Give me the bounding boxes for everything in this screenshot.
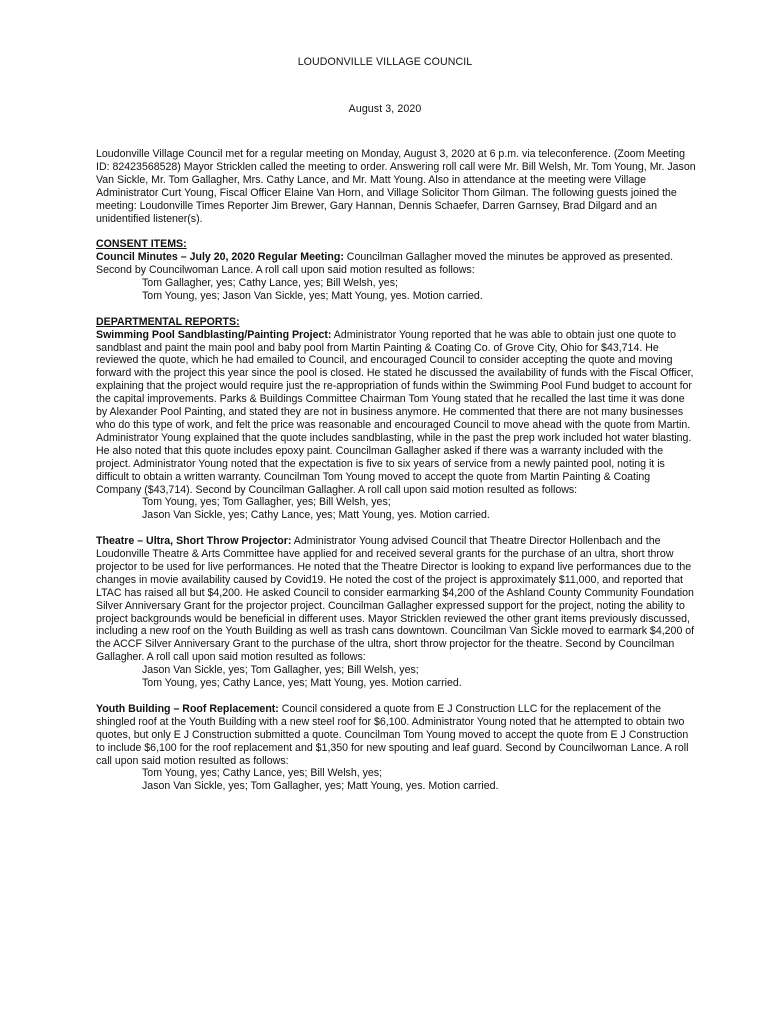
consent-item-text: Councilman Gallagher moved the minutes be approved as presented. Second by Councilwoman Lance. A roll call upon said motion resulted as follows:	[96, 251, 674, 277]
theatre-roll-line-2: Tom Young, yes; Cathy Lance, yes; Matt Young, yes. Motion carried.	[142, 677, 462, 690]
youth-roll-line-2: Jason Van Sickle, yes; Tom Gallagher, yes; Matt Young, yes. Motion carried.	[142, 780, 499, 793]
consent-item	[96, 251, 696, 277]
meeting-date: August 3, 2020	[348, 103, 422, 115]
document-title: LOUDONVILLE VILLAGE COUNCIL	[297, 56, 473, 68]
pool-roll-line-1: Tom Young, yes; Tom Gallagher, yes; Bill Welsh, yes;	[142, 496, 391, 509]
youth-item-title: Youth Building – Roof Replacement:	[96, 702, 279, 715]
consent-heading: CONSENT ITEMS:	[96, 238, 187, 251]
pool-item-text: Administrator Young reported that he was able to obtain just one quote to sandblast and paint the main pool and baby pool from Martin Painting & Coating Co. of Grove City, Ohio for $43,714. He reviewed the quote, which he had emailed to Council, and encouraged Council to consider accepting the quote and moving forward with the project this year since the pool is closed. He stated he discussed the availability of funds with the Fiscal Officer, explaining that the project would require just the re-appropriation of funds within the Swimming Pool Fund budget to account for the capital improvements. Parks & Buildings Committee Chairman Tom Young stated that he recalled the last time it was done by Alexander Pool Painting, and stated they are not in business anymore. He commented that there are not many businesses who do this type of work, and felt the price was reasonable and encouraged Council to move ahead with the quote from Martin. Administrator Young explained that the quote includes sandblasting, while in the past the prep work included hot water blasting. He also noted that this quote includes epoxy paint. Councilman Gallagher asked if there was a warranty included with the project. Administrator Young noted that the expectation is five to six years of service from a newly painted pool, noting it is difficult to obtain a written warranty. Councilman Tom Young moved to accept the quote from Martin Painting & Coating Company ($43,714). Second by Councilman Gallagher. A roll call upon said motion resulted as follows:	[96, 328, 694, 496]
consent-roll-line-1: Tom Gallagher, yes; Cathy Lance, yes; Bill Welsh, yes;	[142, 277, 398, 290]
consent-item-title: Council Minutes – July 20, 2020 Regular Meeting:	[96, 251, 344, 264]
theatre-item-title: Theatre – Ultra, Short Throw Projector:	[96, 535, 292, 548]
youth-roll-line-1: Tom Young, yes; Cathy Lance, yes; Bill Welsh, yes;	[142, 767, 383, 780]
departmental-heading: DEPARTMENTAL REPORTS:	[96, 315, 240, 328]
theatre-item	[96, 535, 696, 664]
pool-item-title: Swimming Pool Sandblasting/Painting Project:	[96, 328, 332, 341]
consent-roll-line-2: Tom Young, yes; Jason Van Sickle, yes; Matt Young, yes. Motion carried.	[142, 289, 483, 302]
minutes-body	[96, 148, 696, 793]
youth-item-text: Council considered a quote from E J Construction LLC for the replacement of the shingled roof at the Youth Building with a new steel roof for $6,100. Administrator Young noted that he attempted to obtain two quotes, but only E J Construction submitted a quote. Councilman Tom Young moved to accept the quote from E J Construction to include $6,100 for the roof replacement and $1,350 for new spouting and leaf guard. Second by Councilwoman Lance. A roll call upon said motion resulted as follows:	[96, 702, 689, 767]
theatre-roll-line-1: Jason Van Sickle, yes; Tom Gallagher, yes; Bill Welsh, yes;	[142, 664, 419, 677]
intro-paragraph: Loudonville Village Council met for a regular meeting on Monday, August 3, 2020 at 6 p.m. via teleconference. (Zoom Meeting ID: 82423568528) Mayor Stricklen called the meeting to order. Answering roll call were Mr. Bill Welsh, Mr. Tom Young, Mr. Jason Van Sickle, Mr. Tom Gallagher, Mrs. Cathy Lance, and Mr. Matt Young. Also in attendance at the meeting were Village Administrator Curt Young, Fiscal Officer Elaine Van Horn, and Village Solicitor Thom Gilman. The following guests joined the meeting: Loudonville Times Reporter Jim Brewer, Gary Hannan, Dennis Schaefer, Darren Garnsey, Brad Dilgard and an unidentified listener(s).	[96, 148, 696, 225]
pool-roll-line-2: Jason Van Sickle, yes; Cathy Lance, yes; Matt Young, yes. Motion carried.	[142, 509, 490, 522]
pool-item	[96, 329, 696, 497]
theatre-item-text: Administrator Young advised Council that Theatre Director Hollenbach and the Loudonville Theatre & Arts Committee have applied for and received several grants for the purchase of an ultra, short throw projector to be used for live performances. He noted that the Theatre Director is looking to expand live performances due to the changes in movie availability caused by Covid19. He noted the cost of the project is approximately $11,000, and reported that LTAC has raised all but $4,200. He asked Council to consider earmarking $4,200 of the Ashland County Community Foundation Silver Anniversary Grant for the projector project. Councilman Gallagher expressed support for the project, noting the ability to project backgrounds would be beneficial in different uses. Mayor Stricklen reviewed the other grant items previously discussed, including a new roof on the Youth Building as well as trash cans downtown. Councilman Van Sickle moved to earmark $4,200 of the ACCF Silver Anniversary Grant to the purchase of the ultra, short throw projector for the theatre. Second by Councilman Gallagher. A roll call upon said motion resulted as follows:	[96, 535, 695, 664]
youth-item	[96, 703, 696, 768]
